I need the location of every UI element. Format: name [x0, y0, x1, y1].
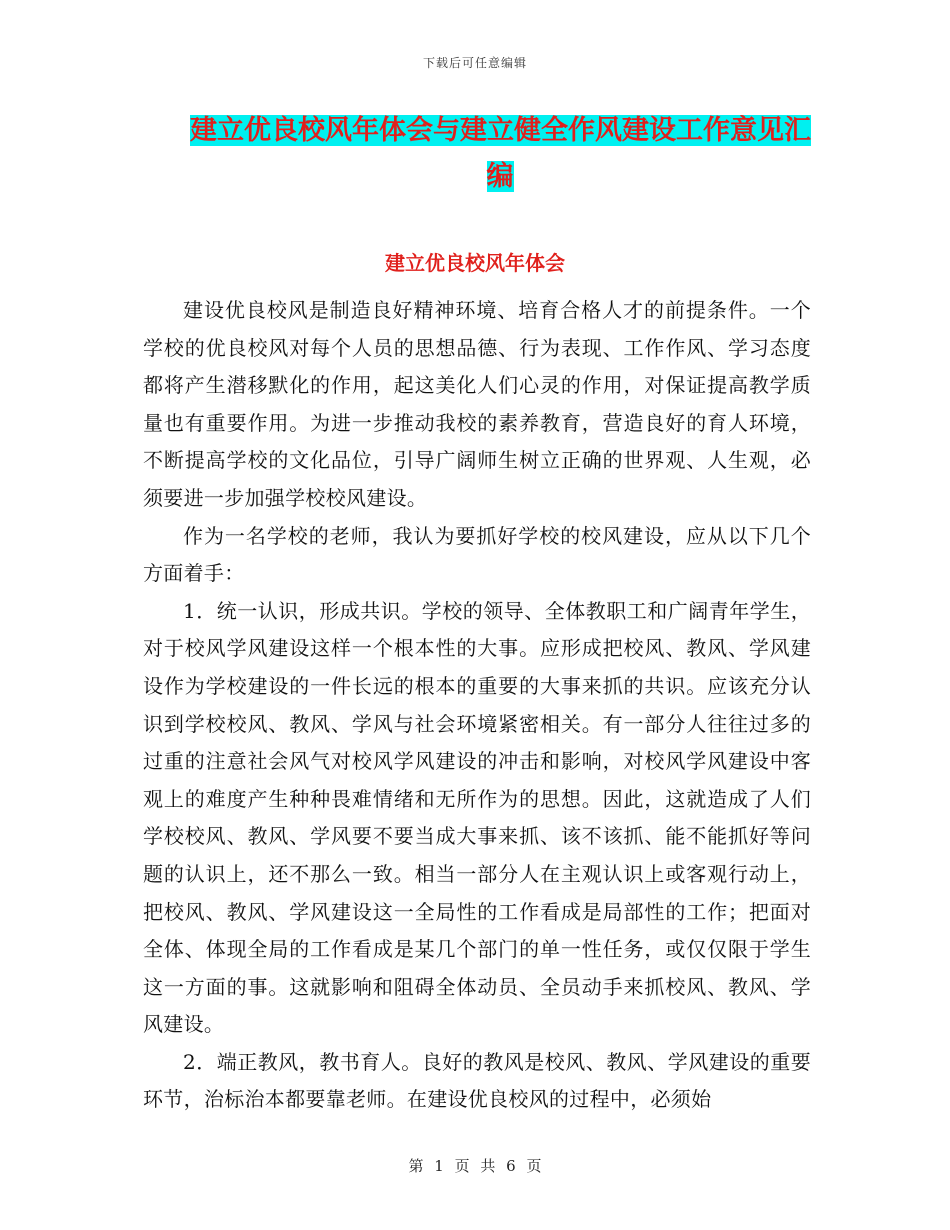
- paragraph-3: 1．统一认识，形成共识。学校的领导、全体教职工和广阔青年学生，对于校风学风建设这样一个根本性的大事。应形成把校风、教风、学风建设作为学校建设的一件长远的根本的重要的大事来抓的共识。应该充分认识到学校校风、教风、学风与社会环境紧密相关。有一部分人往往过多的过重的注意社会风气对校风学风建设的冲击和影响，对校风学风建设中客观上的难度产生种种畏难情绪和无所作为的思想。因此，这就造成了人们学校校风、教风、学风要不要当成大事来抓、该不该抓、能不能抓好等问题的认识上，还不那么一致。相当一部分人在主观认识上或客观行动上，把校风、教风、学风建设这一全局性的工作看成是局部性的工作；把面对全体、体现全局的工作看成是某几个部门的单一性任务，或仅仅限于学生这一方面的事。这就影响和阻碍全体动员、全员动手来抓校风、教风、学风建设。: [143, 598, 811, 1037]
- header-note: 下载后可任意编辑: [422, 56, 527, 70]
- title-line-1: [190, 108, 810, 154]
- title-line-1-text: 建立优良校风年体会与建立健全作风建设工作意见汇: [190, 115, 811, 146]
- title-line-2-text: 编: [486, 161, 514, 192]
- paragraph-1: 建设优良校风是制造良好精神环境、培育合格人才的前提条件。一个学校的优良校风对每个人员的思想品德、行为表现、工作作风、学习态度都将产生潜移默化的作用，起这美化人们心灵的作用，对保证提高教学质量也有重要作用。为进一步推动我校的素养教育，营造良好的育人环境，不断提高学校的文化品位，引导广阔师生树立正确的世界观、人生观，必须要进一步加强学校校风建设。: [143, 298, 811, 510]
- paragraph-4: 2．端正教风，教书育人。良好的教风是校风、教风、学风建设的重要环节，治标治本都要靠老师。在建设优良校风的过程中，必须始: [143, 1049, 811, 1112]
- title-line-2: [190, 154, 810, 200]
- paragraph-2: 作为一名学校的老师，我认为要抓好学校的校风建设，应从以下几个方面着手：: [143, 523, 811, 586]
- document-body: [143, 292, 811, 1119]
- document-title: [190, 108, 810, 200]
- section-title: 建立优良校风年体会: [385, 251, 565, 275]
- page-number-footer: 第 1 页 共 6 页: [408, 1157, 542, 1175]
